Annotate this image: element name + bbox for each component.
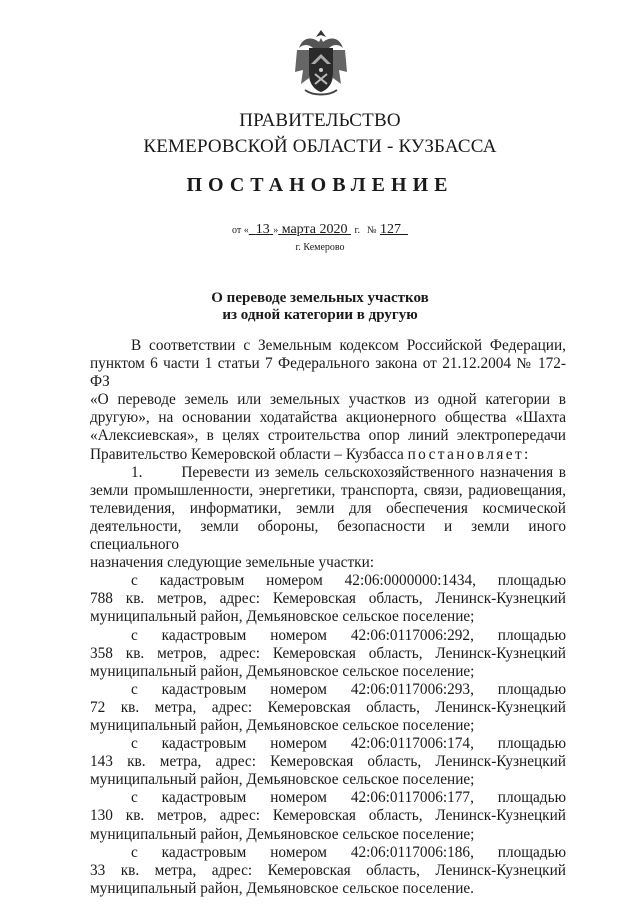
preamble-line: другую», на основании ходатайства акционерного общества «Шахта bbox=[90, 409, 566, 427]
document-number: 127 bbox=[380, 222, 402, 237]
item1-line: телевидения, информатики, земли для обеспечения космической bbox=[90, 499, 566, 517]
parcel-line: муниципальный район, Демьяновское сельское поселение; bbox=[90, 608, 475, 626]
resolve-word: постановляет: bbox=[407, 445, 531, 463]
parcel-line: 130 кв. метров, адрес: Кемеровская область, Ленинск-Кузнецкий bbox=[90, 807, 566, 825]
date-year-suffix: г. bbox=[354, 225, 360, 236]
preamble-line: «Алексиевская», в целях строительства опор линий электропередачи bbox=[90, 427, 566, 445]
document-body bbox=[90, 337, 566, 898]
preamble-line: пунктом 6 части 1 статьи 7 Федерального закона от 21.12.2004 № 172-ФЗ bbox=[90, 355, 566, 391]
number-label: № bbox=[366, 225, 377, 236]
date-prefix: от « bbox=[231, 225, 249, 236]
preamble-last-line: Правительство Кемеровской области – Кузбасса постановляет: bbox=[90, 445, 531, 463]
item1-line: деятельности, земли обороны, безопасности и земли иного специального bbox=[90, 517, 566, 554]
government-name-line2: КЕМЕРОВСКОЙ ОБЛАСТИ - КУЗБАССА bbox=[143, 136, 497, 157]
date-number-line bbox=[0, 222, 640, 238]
parcel-line: муниципальный район, Демьяновское сельское поселение. bbox=[90, 879, 474, 897]
parcel-line: с кадастровым номером 42:06:0117006:177, площадью bbox=[131, 789, 566, 807]
coat-of-arms-emblem bbox=[293, 28, 349, 98]
item1-number: 1. bbox=[131, 463, 143, 481]
item1-line: земли промышленности, энергетики, транспорта, связи, радиовещания, bbox=[90, 481, 566, 499]
parcel-line: 33 кв. метра, адрес: Кемеровская область, Ленинск-Кузнецкий bbox=[90, 861, 566, 879]
parcel-line: с кадастровым номером 42:06:0117006:186, площадью bbox=[131, 843, 566, 861]
parcel-line: 788 кв. метров, адрес: Кемеровская область, Ленинск-Кузнецкий bbox=[90, 590, 566, 608]
parcel-line: с кадастровым номером 42:06:0117006:293, площадью bbox=[131, 680, 566, 698]
item1-last-line: назначения следующие земельные участки: bbox=[90, 554, 375, 572]
item1-first-line: 1. Перевести из земель сельскохозяйственного назначения в bbox=[131, 463, 566, 481]
parcel-line: муниципальный район, Демьяновское сельское поселение; bbox=[90, 716, 475, 734]
title-line2: из одной категории в другую bbox=[222, 307, 418, 323]
parcel-line: муниципальный район, Демьяновское сельское поселение; bbox=[90, 771, 475, 789]
date-day: 13 bbox=[255, 222, 270, 237]
title-line1: О переводе земельных участков bbox=[211, 290, 429, 306]
preamble-line: «О переводе земель или земельных участков из одной категории в bbox=[90, 391, 566, 409]
parcel-line: 358 кв. метров, адрес: Кемеровская область, Ленинск-Кузнецкий bbox=[90, 644, 566, 662]
parcel-line: с кадастровым номером 42:06:0117006:292, площадью bbox=[131, 626, 566, 644]
date-quote-close: » bbox=[273, 225, 279, 236]
government-name-line1: ПРАВИТЕЛЬСТВО bbox=[239, 110, 401, 131]
date-month-year: марта 2020 bbox=[281, 222, 348, 237]
parcel-line: 72 кв. метра, адрес: Кемеровская область, Ленинск-Кузнецкий bbox=[90, 698, 566, 716]
preamble-line: В соответствии с Земельным кодексом Российской Федерации, bbox=[131, 337, 566, 354]
city-name: г. Кемерово bbox=[295, 242, 345, 253]
parcel-line: с кадастровым номером 42:06:0000000:1434, площадью bbox=[131, 572, 566, 590]
parcel-line: с кадастровым номером 42:06:0117006:174, площадью bbox=[131, 735, 566, 753]
parcel-line: муниципальный район, Демьяновское сельское поселение; bbox=[90, 662, 475, 680]
parcel-line: муниципальный район, Демьяновское сельское поселение; bbox=[90, 825, 475, 843]
document-type-heading: ПОСТАНОВЛЕНИЕ bbox=[186, 174, 454, 196]
parcel-line: 143 кв. метра, адрес: Кемеровская область, Ленинск-Кузнецкий bbox=[90, 753, 566, 771]
